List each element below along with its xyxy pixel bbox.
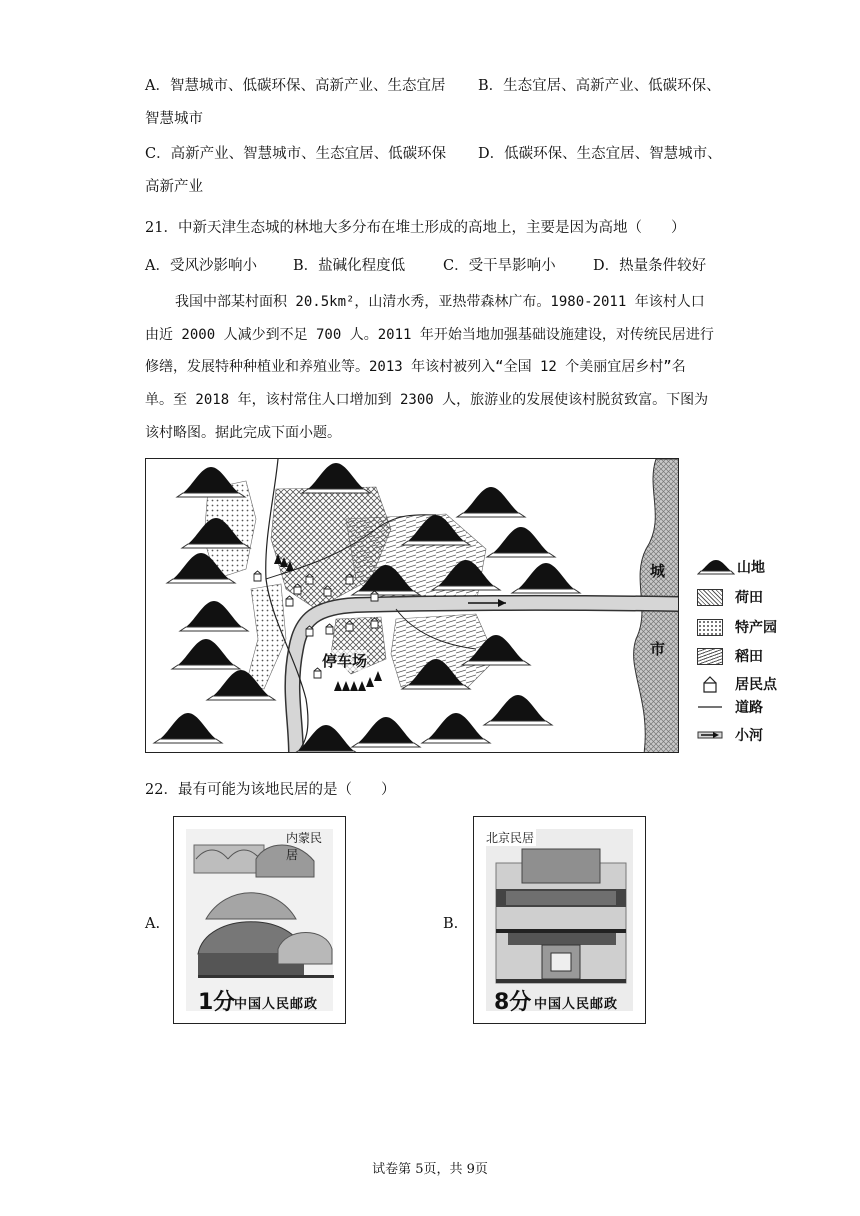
mountain-icon: [697, 558, 735, 576]
passage-line-1: 我国中部某村面积 20.5km²，山清水秀，亚热带森林广布。1980-2011 年该村人口: [175, 294, 705, 310]
q20-option-b: B．生态宜居、高新产业、低碳环保、: [478, 78, 721, 94]
legend-specialty: [697, 616, 777, 638]
map-city-label-top: 城: [650, 562, 666, 580]
q22-stem: 22．最有可能为该地民居的是（ ）: [145, 782, 396, 798]
q20-option-a: A．智慧城市、低碳环保、高新产业、生态宜居: [145, 78, 446, 94]
q20-option-c: C．高新产业、智慧城市、生态宜居、低碳环保: [145, 146, 447, 162]
stamp-inner-mongolia: [173, 816, 346, 1024]
river-arrow-icon: [697, 726, 723, 744]
legend-settlement: [697, 673, 777, 695]
q21-stem: 21．中新天津生态城的林地大多分布在堆土形成的高地上，主要是因为高地（ ）: [145, 220, 686, 236]
q20-option-b-cont: 智慧城市: [145, 111, 203, 127]
legend-mountain: [697, 556, 765, 578]
stamp-b-value: 8分: [494, 990, 532, 1015]
legend-river: [697, 724, 763, 746]
legend-rice: [697, 645, 763, 667]
road-line-icon: [697, 698, 723, 716]
stamp-beijing: [473, 816, 646, 1024]
legend-road-label: 道路: [735, 700, 763, 716]
map-parking-label: 停车场: [322, 652, 368, 670]
legend-mountain-label: 山地: [737, 560, 765, 576]
passage-line-5: 该村略图。据此完成下面小题。: [145, 425, 341, 441]
legend-settlement-label: 居民点: [735, 677, 777, 693]
legend-lotus-label: 荷田: [735, 590, 763, 606]
q21-option-b: B．盐碱化程度低: [293, 258, 406, 274]
stamp-b-postal-text: 中国人民邮政: [534, 997, 619, 1012]
village-map: [145, 458, 679, 753]
stamp-a-postal-text: 中国人民邮政: [234, 997, 319, 1012]
page-footer: 试卷第 5页，共 9页: [372, 1162, 488, 1177]
passage-line-3: 修缮，发展特种种植业和养殖业等。2013 年该村被列入“全国 12 个美丽宜居乡村”名: [145, 359, 686, 375]
legend-lotus: [697, 586, 763, 608]
legend-road: [697, 696, 763, 718]
q20-option-d: D．低碳环保、生态宜居、智慧城市、: [478, 146, 722, 162]
q22-option-b-label: B.: [443, 916, 459, 932]
stamp-a-value: 1分: [198, 990, 236, 1015]
q21-option-d: D．热量条件较好: [593, 258, 707, 274]
q21-option-a: A．受风沙影响小: [145, 258, 257, 274]
q22-option-a-label: A.: [145, 916, 161, 932]
specialty-garden-area-2: [246, 584, 286, 689]
stamp-a-title: 内蒙民居: [286, 831, 323, 862]
q21-option-c: C．受干旱影响小: [443, 258, 556, 274]
lotus-swatch-icon: [697, 589, 723, 606]
stamp-b-inner: [486, 829, 633, 1015]
q20-option-d-cont: 高新产业: [145, 179, 203, 195]
passage-line-2: 由近 2000 人减少到不足 700 人。2011 年开始当地加强基础设施建设，对传统民居进行: [145, 327, 714, 343]
stamp-b-title: 北京民居: [486, 831, 535, 845]
stamp-a-inner: [186, 829, 333, 1015]
specialty-swatch-icon: [697, 619, 723, 636]
passage-line-4: 单。至 2018 年，该村常住人口增加到 2300 人，旅游业的发展使该村脱贫致富。下图为: [145, 392, 709, 408]
house-icon: [697, 675, 723, 693]
legend-river-label: 小河: [735, 728, 763, 744]
legend-specialty-label: 特产园: [735, 620, 777, 636]
rice-swatch-icon: [697, 648, 723, 665]
village-map-drawing: [146, 459, 679, 753]
legend-rice-label: 稻田: [735, 649, 763, 665]
map-city-label-bottom: 市: [650, 640, 666, 658]
